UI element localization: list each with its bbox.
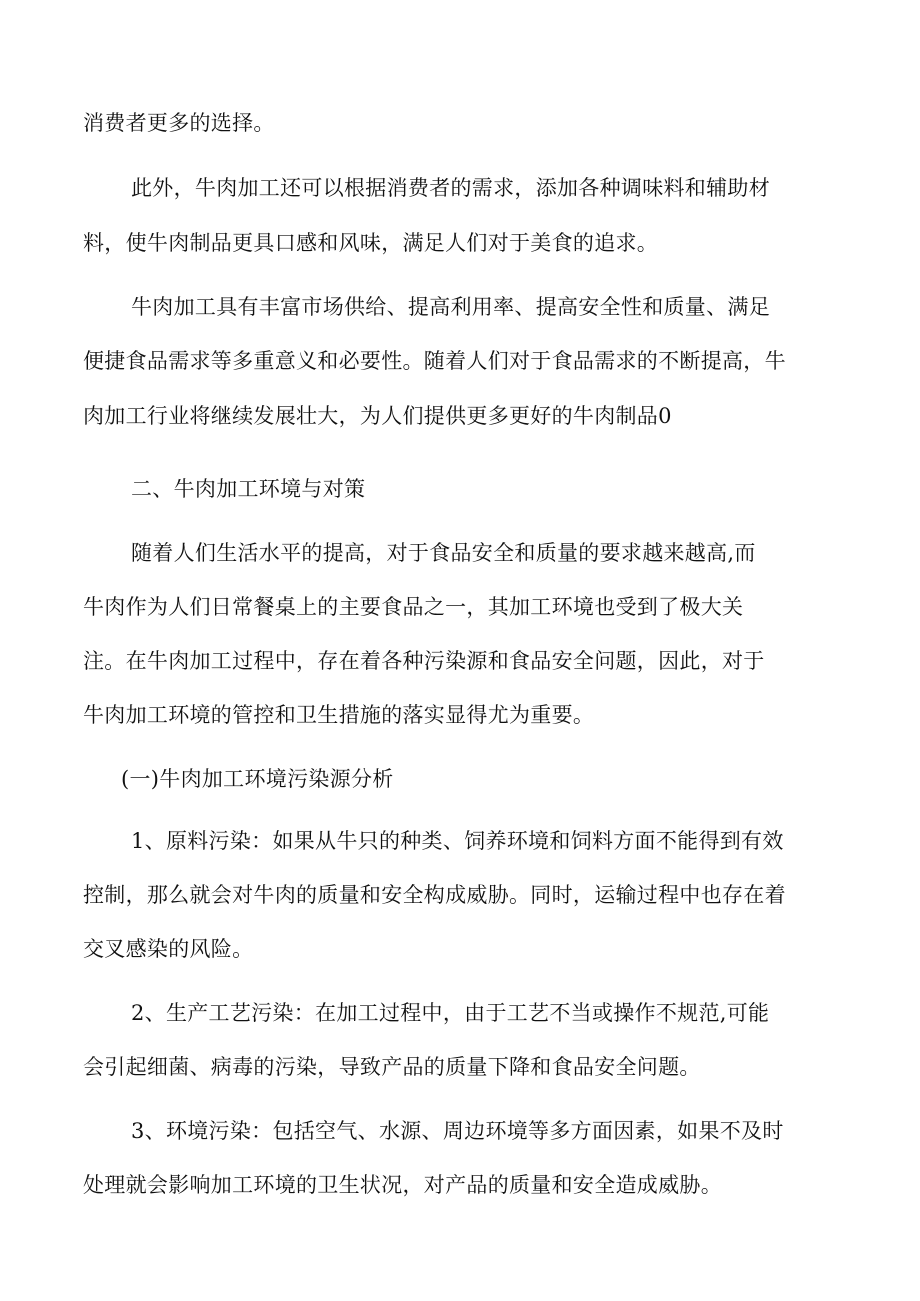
list-item-line: 控制，那么就会对牛肉的质量和安全构成威胁。同时，运输过程中也存在着 bbox=[83, 883, 786, 907]
paragraph-line: 牛肉作为人们日常餐桌上的主要食品之一，其加工环境也受到了极大关 bbox=[83, 595, 744, 619]
list-item-line: 处理就会影响加工环境的卫生状况，对产品的质量和安全造成威胁。 bbox=[83, 1173, 722, 1197]
section-heading: 二、牛肉加工环境与对策 bbox=[131, 477, 366, 501]
paragraph-line: 肉加工行业将继续发展壮大，为人们提供更多更好的牛肉制品0 bbox=[83, 404, 672, 428]
paragraph-line: 注。在牛肉加工过程中，存在着各种污染源和食品安全问题，因此，对于 bbox=[83, 649, 765, 673]
list-item-line: 3、环境污染：包括空气、水源、周边环境等多方面因素，如果不及时 bbox=[131, 1119, 784, 1143]
list-item-line: 交叉感染的风险。 bbox=[83, 937, 254, 961]
paragraph-line: 此外，牛肉加工还可以根据消费者的需求，添加各种调味料和辅助材 bbox=[131, 176, 770, 200]
paragraph-line: 料，使牛肉制品更具口感和风味，满足人们对于美食的追求。 bbox=[83, 231, 659, 255]
paragraph-line: 牛肉加工具有丰富市场供给、提高利用率、提高安全性和质量、满足 bbox=[131, 295, 770, 319]
subsection-heading: (一)牛肉加工环境污染源分析 bbox=[121, 767, 394, 791]
list-item-line: 会引起细菌、病毒的污染，导致产品的质量下降和食品安全问题。 bbox=[83, 1055, 701, 1079]
paragraph-line: 牛肉加工环境的管控和卫生措施的落实显得尤为重要。 bbox=[83, 703, 595, 727]
list-item-line: 1、原料污染：如果从牛只的种类、饲养环境和饲料方面不能得到有效 bbox=[131, 829, 784, 853]
paragraph-line: 消费者更多的选择。 bbox=[83, 111, 275, 135]
list-item-line: 2、生产工艺污染：在加工过程中，由于工艺不当或操作不规范,可能 bbox=[131, 1001, 770, 1025]
paragraph-line: 便捷食品需求等多重意义和必要性。随着人们对于食品需求的不断提高，牛 bbox=[83, 349, 786, 373]
paragraph-line: 随着人们生活水平的提高，对于食品安全和质量的要求越来越高,而 bbox=[131, 541, 756, 565]
